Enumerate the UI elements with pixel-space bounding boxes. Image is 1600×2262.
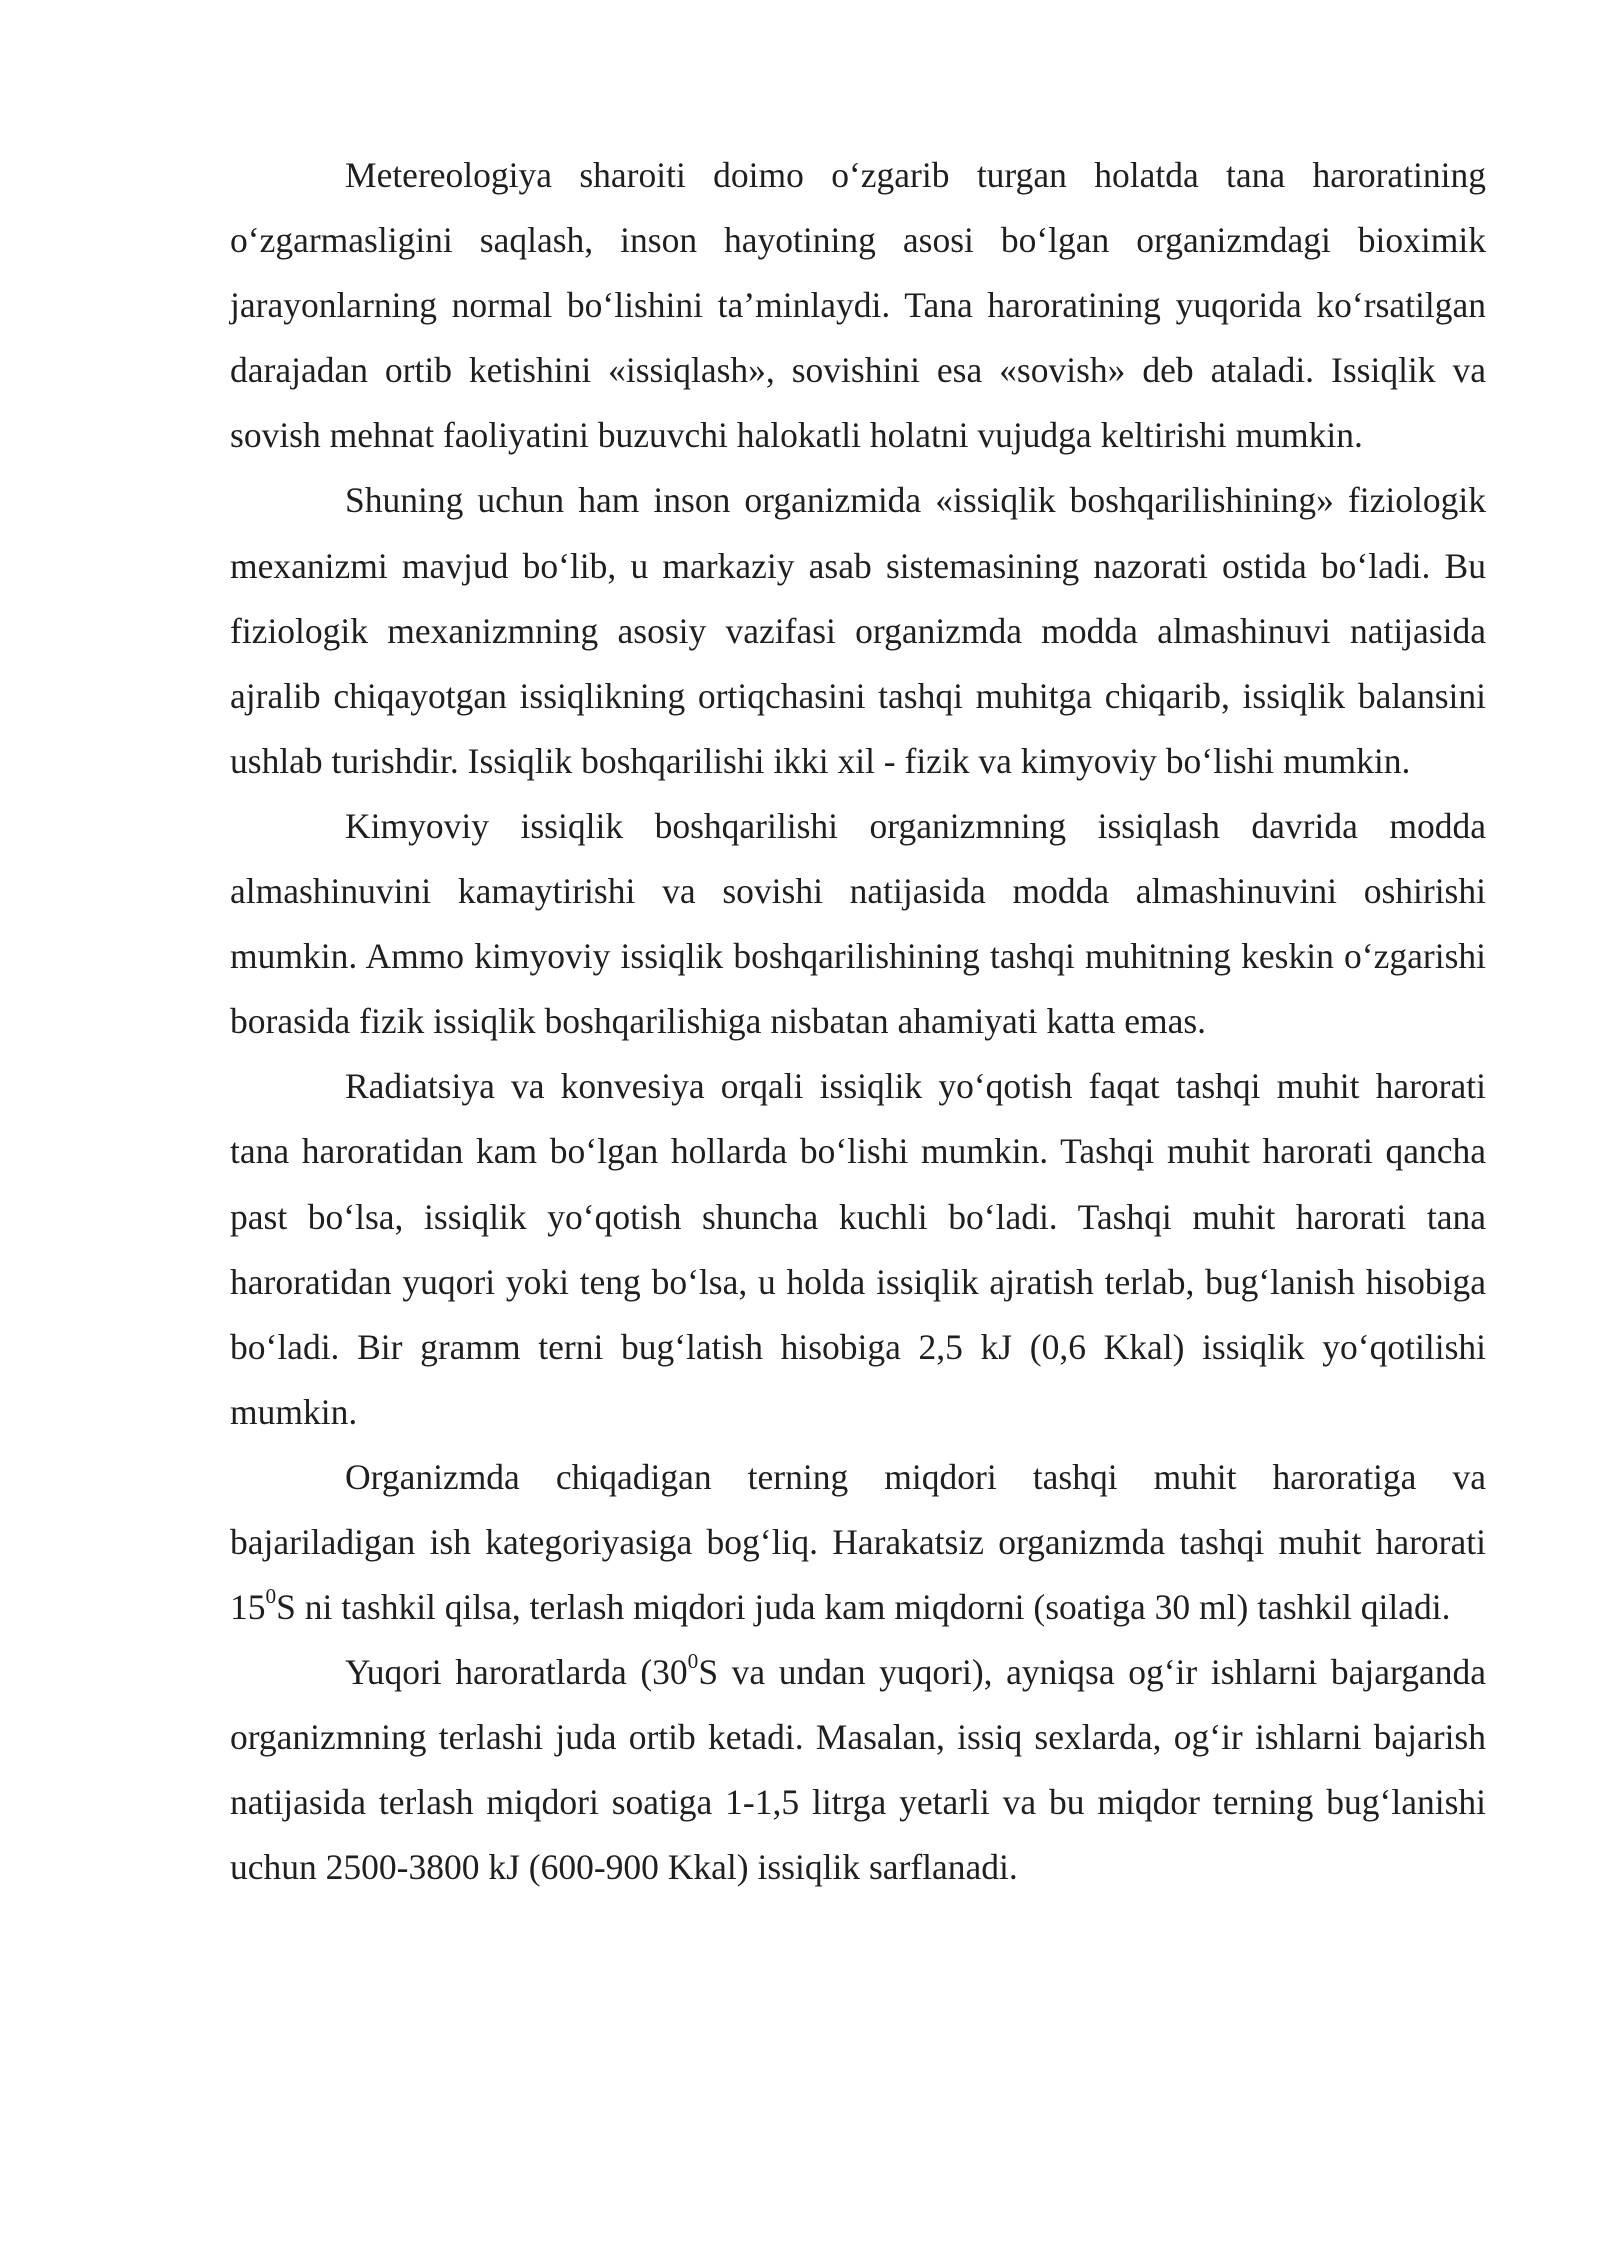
degree-superscript: 0 [687, 1649, 699, 1674]
paragraph-5-text-after: S ni tashkil qilsa, terlash miqdori juda kam miqdorni (soatiga 30 ml) tashkil qiladi. [276, 1587, 1451, 1628]
paragraph-6-text-before: Yuqori haroratlarda (30 [345, 1652, 688, 1693]
paragraph-3: Kimyoviy issiqlik boshqarilishi organizmning issiqlash davrida modda almashinuvini kamaytirishi va sovishi natijasida modda almashinuvini oshirishi mumkin. Ammo kimyoviy issiqlik boshqarilishining tashqi muhitning keskin o‘zgarishi borasida fizik issiqlik boshqarilishiga nisbatan ahamiyati katta emas. [230, 805, 1486, 1042]
paragraph-1: Metereologiya sharoiti doimo o‘zgarib turgan holatda tana haroratining o‘zgarmasligini saqlash, inson hayotining asosi bo‘lgan organizmdagi bioximik jarayonlarning normal bo‘lishini ta’minlaydi. Tana haroratining yuqorida ko‘rsatilgan darajadan ortib ketishini «issiqlash», sovishini esa «sovish» deb ataladi. Issiqlik va sovish mehnat faoliyatini buzuvchi halokatli holatni vujudga keltirishi mumkin. [230, 155, 1486, 456]
paragraph-6-text-after: S va undan yuqori), ayniqsa og‘ir ishlarni bajarganda organizmning terlashi juda ortib ketadi. Masalan, issiq sexlarda, og‘ir ishlarni bajarish natijasida terlash miqdori soatiga 1-1,5 litrga yetarli va bu miqdor terning bug‘lanishi uchun 2500-3800 kJ (600-900 Kkal) issiqlik sarflanadi. [230, 1652, 1486, 1888]
paragraph-5-text-before: Organizmda chiqadigan terning miqdori tashqi muhit haroratiga va bajariladigan ish kategoriyasiga bog‘liq. Harakatsiz organizmda tashqi muhit harorati 15 [230, 1456, 1486, 1628]
paragraph-5 [230, 1445, 1486, 1640]
paragraph-4: Radiatsiya va konvesiya orqali issiqlik yo‘qotish faqat tashqi muhit harorati tana haroratidan kam bo‘lgan hollarda bo‘lishi mumkin. Tashqi muhit harorati qancha past bo‘lsa, issiqlik yo‘qotish shuncha kuchli bo‘ladi. Tashqi muhit harorati tana haroratidan yuqori yoki teng bo‘lsa, u holda issiqlik ajratish terlab, bug‘lanish hisobiga bo‘ladi. Bir gramm terni bug‘latish hisobiga 2,5 kJ (0,6 Kkal) issiqlik yo‘qotilishi mumkin. [230, 1066, 1486, 1432]
degree-superscript: 0 [265, 1584, 277, 1609]
body-text [230, 143, 1486, 1901]
paragraph-6 [230, 1640, 1486, 1900]
paragraph-2: Shuning uchun ham inson organizmida «issiqlik boshqarilishining» fiziologik mexanizmi mavjud bo‘lib, u markaziy asab sistemasining nazorati ostida bo‘ladi. Bu fiziologik mexanizmning asosiy vazifasi organizmda modda almashinuvi natijasida ajralib chiqayotgan issiqlikning ortiqchasini tashqi muhitga chiqarib, issiqlik balansini ushlab turishdir. Issiqlik boshqarilishi ikki xil - fizik va kimyoviy bo‘lishi mumkin. [230, 480, 1486, 781]
